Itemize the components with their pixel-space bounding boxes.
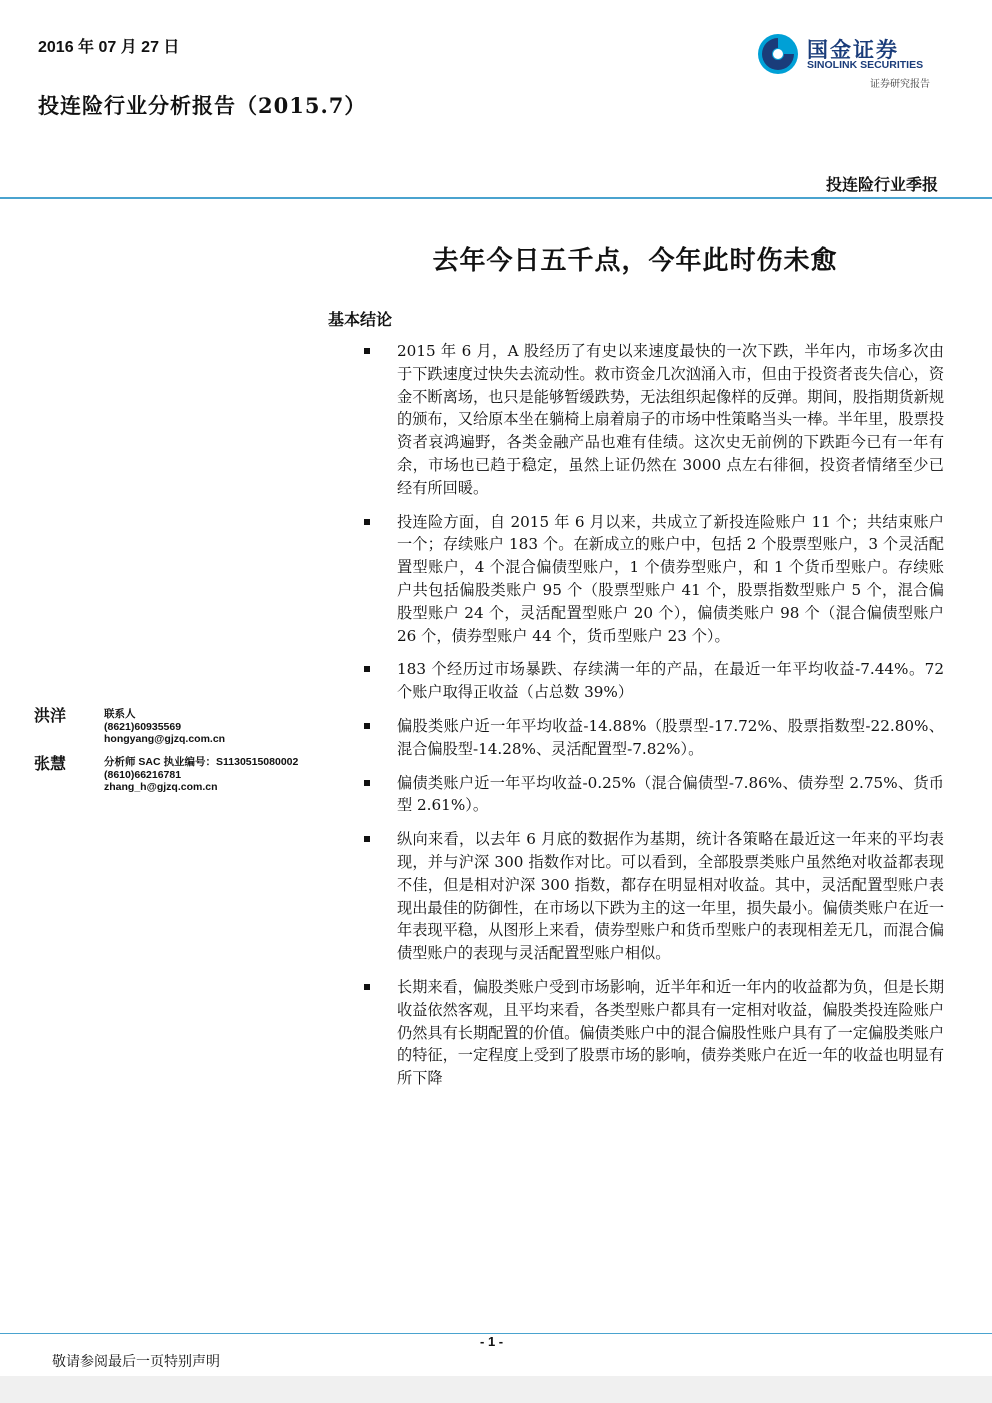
analyst-info xyxy=(104,708,225,746)
conclusion-item xyxy=(358,511,944,648)
bullet-square-icon xyxy=(364,984,370,990)
conclusion-item xyxy=(358,976,944,1090)
section-label: 投连险行业季报 xyxy=(825,175,938,194)
page-number: - 1 - xyxy=(480,1334,504,1349)
top-divider xyxy=(0,197,992,199)
bullet-square-icon xyxy=(364,836,370,842)
analyst-email[interactable]: hongyang@gjzq.com.cn xyxy=(104,733,226,745)
analyst-phone: (8610)66216781 xyxy=(104,768,182,781)
analyst-info xyxy=(104,756,298,794)
bullet-square-icon xyxy=(364,780,370,786)
headline: 去年今日五千点，今年此时伤未愈 xyxy=(432,246,838,276)
conclusion-item xyxy=(358,658,944,704)
analyst-name: 洪洋 xyxy=(34,706,67,725)
bullet-square-icon xyxy=(364,723,370,729)
logo-company-cn: 国金证券 xyxy=(807,39,899,62)
logo-company-en: SINOLINK SECURITIES xyxy=(807,59,924,71)
footer-bar xyxy=(0,1376,992,1403)
conclusion-text: 2015 年 6 月，A 股经历了有史以来速度最快的一次下跌，半年内，市场多次由于下跌速度过快失去流动性。救市资金几次汹涌入市，但由于投资者丧失信心，资金不断离场，也只是能够暂缓跌势，无法组织起像样的反弹。期间，股指期货新规的颁布，又给原本坐在躺椅上扇着扇子的市场中性策略当头一棒。半年里，股票投资者哀鸿遍野，各类金融产品也难有佳绩。这次史无前例的下跌距今已有一年有余，市场也已趋于稳定，虽然上证仍然在 3000 点左右徘徊，投资者情绪至少已经有所回暖。 xyxy=(397,342,944,497)
bullet-square-icon xyxy=(364,666,370,672)
analyst-role: 联系人 xyxy=(104,708,136,720)
conclusion-text: 偏股类账户近一年平均收益-14.88%（股票型-17.72%、股票指数型-22.80%、混合偏股型-14.28%、灵活配置型-7.82%）。 xyxy=(397,716,944,758)
conclusions-heading: 基本结论 xyxy=(328,310,393,329)
conclusion-text: 长期来看，偏股类账户受到市场影响，近半年和近一年内的收益都为负，但是长期收益依然客观，且平均来看，各类型账户都具有一定相对收益，偏股类投连险账户仍然具有长期配置的价值。偏债类账户中的混合偏股性账户具有了一定偏股类账户的特征，一定程度上受到了股票市场的影响，债券类账户在近一年的收益也明显有所下降 xyxy=(397,977,944,1088)
conclusion-list xyxy=(358,340,944,1101)
conclusion-item xyxy=(358,340,944,500)
conclusion-item xyxy=(358,828,944,965)
conclusion-text: 投连险方面，自 2015 年 6 月以来，共成立了新投连险账户 11 个；共结束账户一个；存续账户 183 个。在新成立的账户中，包括 2 个股票型账户，3 个灵活配置型账户，4 个混合偏债型账户，1 个债券型账户，和 1 个货币型账户。存续账户共包括偏股类账户 95 个（股票型账户 41 个，股票指数型账户 5 个，混合偏股型账户 24 个，灵活配置型账户 20 个），偏债类账户 98 个（混合偏债型账户 26 个，债券型账户 44 个，货币型账户 23 个）。 xyxy=(397,512,944,645)
bullet-square-icon xyxy=(364,519,370,525)
conclusion-text: 183 个经历过市场暴跌、存续满一年的产品，在最近一年平均收益-7.44%。72 个账户取得正收益（占总数 39%） xyxy=(397,660,944,702)
sinolink-logo-icon xyxy=(756,32,800,76)
conclusion-text: 纵向来看，以去年 6 月底的数据作为基期，统计各策略在最近这一年来的平均表现，并与沪深 300 指数作对比。可以看到，全部股票类账户虽然绝对收益都表现不佳，但是相对沪深 300 指数，都存在明显相对收益。其中，灵活配置型账户表现出最佳的防御性，在市场以下跌为主的这一年里，损失最小。偏债类账户在近一年表现平稳，从图形上来看，债券型账户和货币型账户的表现相差无几，而混合偏债型账户的表现与灵活配置型账户相似。 xyxy=(397,830,944,963)
logo-subtitle: 证券研究报告 xyxy=(870,79,930,90)
analyst-email[interactable]: zhang_h@gjzq.com.cn xyxy=(104,781,218,793)
conclusion-item xyxy=(358,772,944,818)
report-date: 2016 年 07 月 27 日 xyxy=(38,39,180,56)
analyst-name: 张慧 xyxy=(34,754,67,773)
conclusion-text: 偏债类账户近一年平均收益-0.25%（混合偏债型-7.86%、债券型 2.75%、货币型 2.61%）。 xyxy=(397,773,944,815)
report-title: 投连险行业分析报告（2015.7） xyxy=(38,93,367,118)
conclusion-item xyxy=(358,715,944,761)
analyst-phone: (8621)60935569 xyxy=(104,720,182,733)
bullet-square-icon xyxy=(364,348,370,354)
analyst-role: 分析师 SAC 执业编号：S1130515080002 xyxy=(104,756,299,768)
footer-disclaimer: 敬请参阅最后一页特别声明 xyxy=(52,1354,220,1370)
